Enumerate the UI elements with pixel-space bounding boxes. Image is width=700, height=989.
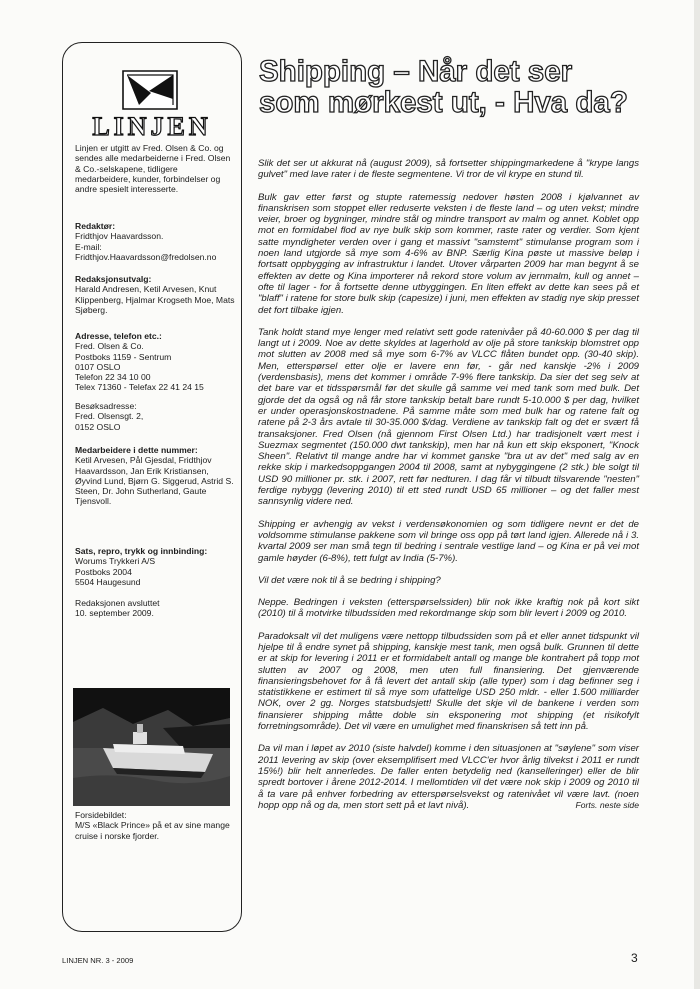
paragraph: Neppe. Bedringen i veksten (etterspørselssiden) blir nok ikke kraftig nok på kort sikt (2010) til å motvirke tilbudssiden med rekordmange skip som blir levert i 2009 og 2010. — [258, 597, 639, 620]
printer-line: 5504 Haugesund — [75, 576, 141, 587]
paragraph: Shipping er avhengig av vekst i verdensøkonomien og som tidligere nevnt er det de voldsomme stimulanse pakkene som vil bringe oss opp på tørt land igjen. Allerede nå i 3. kvartal 2009 ser man små tegn til bedring i sentrale vestlige land – og Kina er på vei mot gamle høyder (6-8%), tett fulgt av India (5-7%). — [258, 518, 639, 564]
paragraph: Tank holdt stand mye lenger med relativt sett gode ratenivåer på 40-60.000 $ per dag til langt ut i 2009. Noe av dette skyldes at lagerhold av olje på store tankskip blomstret opp mot slutten av 2008 med så mye som 6-7% av VLCC flåten bundet opp. (30-40 skip). Men, etterspørsel etter olje er lavere enn før, - går ned kanskje -2% i 2009 (verdensbasis), mens det kommer i område 7-9% flere tankskip. Da sier det seg selv at det bare var et tidsspørsmål før det skulle gå samme vei med tank som med bulk. Det gjorde det da også og nå får store tankskip betalt bare rundt 5-10.000 $ per dag, hvilket er under operasjonskostnadene. På samme måte som med bulk har og ratene falt og ratene på 2-3 års avtale til 30-35.000 $/dag. Verdiene av tankskip falt og det er svært få transaksjoner. Fred Olsen (nå gjennom First Olsen Ltd.) har tradisjonelt vært mest i Suezmax segmentet (150.000 dwt tankskip), men har nå kun ett skip eksponert, "Knock Sheen". Relativt til mange andre har vi kommet ganske "bra ut av det" med salg av en rekke skip i markedsoppgangen 2004 til 2008, samt at nybyggingene (2 stk.) ble solgt til USD 90 millioner pr. stk. i 2007, rett før nedturen. I dag får vi tilbudt tilsvarende "nesten" ferdige nybygg (levering 2010) til ett sted rundt USD 65 millioner – og det faller mest sannsynlig videre ned. — [258, 326, 639, 508]
address-heading: Adresse, telefon etc.: — [75, 331, 162, 341]
cover-photo-ship — [73, 688, 230, 806]
printer-line: Postboks 2004 — [75, 566, 132, 577]
linjen-flag-icon — [121, 69, 179, 111]
closing-date-line: 10. september 2009. — [75, 608, 154, 619]
address-line: 0107 OSLO — [75, 361, 121, 372]
visit-address-block — [75, 401, 235, 432]
editorial-committee — [75, 274, 235, 315]
editor-block — [75, 221, 235, 262]
title-line-1: Shipping – Når det ser — [259, 55, 573, 88]
article-title — [259, 56, 659, 118]
visit-address-line: Fred. Olsensgt. 2, — [75, 411, 144, 422]
footer-issue: LINJEN NR. 3 - 2009 — [62, 956, 134, 965]
contributors-block — [75, 445, 235, 507]
linjen-wordmark: LINJEN — [92, 112, 212, 141]
editor-email-label: E-mail: — [75, 241, 102, 252]
article-body — [258, 158, 639, 811]
address-line: Postboks 1159 - Sentrum — [75, 351, 172, 362]
editor-email[interactable]: Fridthjov.Haavardsson@fredolsen.no — [75, 251, 217, 262]
page-edge — [694, 0, 700, 989]
paragraph-question: Vil det være nok til å se bedring i shipping? — [258, 574, 441, 586]
closing-date-line: Redaksjonen avsluttet — [75, 598, 160, 608]
address-line: Fred. Olsen & Co. — [75, 341, 144, 352]
contributors-heading: Medarbeidere i dette nummer: — [75, 445, 198, 455]
page-number: 3 — [631, 951, 638, 965]
committee-heading: Redaksjonsutvalg: — [75, 274, 152, 284]
caption-label: Forsidebildet: — [75, 810, 127, 820]
printer-line: Worums Trykkeri A/S — [75, 556, 156, 567]
closing-date-block — [75, 598, 235, 619]
paragraph-text: Da vil man i løpet av 2010 (siste halvdel) komme i den situasjonen at "søylene" som viser 2011 levering av skip (over eksemplifisert med VLCC'er hvor årlig tilvekst i 2011 er rundt 15%!) blir helt annerledes. De faller enten betydelig ned (kanselleringer) eller de blir spredt bortover i årene 2012-2014. I mellomtiden vil det være nok skip i 2009 og 2010 til å ta vare på enhver forbedring av etterspørselsvekst og ratenivået vil være lavt. (noen hopp opp nå og da, men stort sett på et lavt nivå). — [258, 743, 639, 811]
paragraph — [258, 743, 639, 811]
continued-note: Forts. neste side — [575, 799, 639, 810]
paragraph: Slik det ser ut akkurat nå (august 2009), så fortsetter shippingmarkedene å "krype langs gulvet" med lave rater i de fleste segmentene. Vi tror de vil krype en stund til. — [258, 158, 639, 181]
printer-heading: Sats, repro, trykk og innbinding: — [75, 546, 208, 556]
printer-block — [75, 546, 235, 587]
visit-address-line: 0152 OSLO — [75, 421, 121, 432]
visit-address-label: Besøksadresse: — [75, 401, 137, 411]
editor-name: Fridthjov Haavardsson. — [75, 231, 164, 242]
committee-members: Harald Andresen, Ketil Arvesen, Knut Klippenberg, Hjalmar Krogseth Moe, Mats Sjøberg. — [75, 284, 235, 315]
telex-line: Telex 71360 - Telefax 22 41 24 15 — [75, 382, 204, 393]
paragraph: Bulk gav etter først og stupte ratemessig nedover høsten 2008 i kjølvannet av finanskrisen som stoppet eller reduserte veksten i de fleste land – og uten vekst; mindre veier, broer og bygninger, mindre stål og mindre transport av malm og annet. Koblet opp mot en formidabel flod av nye bulk skip som kommer, raste rater og verdier. Som kjent satte myndigheter verden over i gang et massivt "samstemt" stimulanse program som i noen land utgjorde så mye som 4-6% av BNP. Særlig Kina pøste ut massive beløp i fortsatt oppbygging av infrastruktur i landet. Utover vårparten 2009 har man begynt å se effekten av dette og Kina importerer nå rekord store volum av jernmalm, kull og annet – ofte til lager - for å fortsette denne utbyggingen. En liten effekt av dette kan sees på et "blaff" i ratene for store bulk skip (capesize) i juni, men effekten av stadig nye skip presset det fort tilbake igjen. — [258, 191, 639, 316]
paragraph: Paradoksalt vil det muligens være nettopp tilbudssiden som på et eller annet tidspunkt vil hjelpe til å endre synet på shipping, kanskje mest tank, men også bulk. Grunnen til dette er at skip for levering i 2011 er et formidabelt antall og mange ble kontrahert på topp mot slutten av 2007 og 2008, men uten full finansiering. Det gjenværende finansieringsbehovet for å få levert det antall skip (alle typer) som i dag befinner seg i statistikkene er estimert til så mye som ufattelige USD 250 mldr. - eller 1.500 milliarder NOK, over 2 gg. Norges statsbudsjett! Skulle det skje vil de bankene i verden som finansierer shipping måtte doble sin eksponering mot shipping (et risikofylt forretningsområde). Det vil være en umulighet med finanskrisen så tett inn på. — [258, 630, 639, 733]
phone-line: Telefon 22 34 10 00 — [75, 372, 151, 383]
caption-text: M/S «Black Prince» på et av sine mange cruise i norske fjorder. — [75, 820, 230, 841]
masthead-intro: Linjen er utgitt av Fred. Olsen & Co. og sendes alle medarbeiderne i Fred. Olsen & Co.-selskapene, tidligere medarbeidere, kunder, forbindelser og andre spesielt interesserte. — [75, 143, 231, 195]
cover-caption — [75, 810, 235, 841]
editor-heading: Redaktør: — [75, 221, 116, 231]
title-line-2: som mørkest ut, - Hva da? — [259, 86, 628, 119]
contributors-list: Ketil Arvesen, Pål Gjesdal, Fridthjov Haavardsson, Jan Erik Kristiansen, Øyvind Lund, Bjørn G. Siggerud, Astrid S. Steen, Dr. John Sutherland, Gaute Tjensvoll. — [75, 455, 234, 507]
address-block — [75, 331, 235, 393]
